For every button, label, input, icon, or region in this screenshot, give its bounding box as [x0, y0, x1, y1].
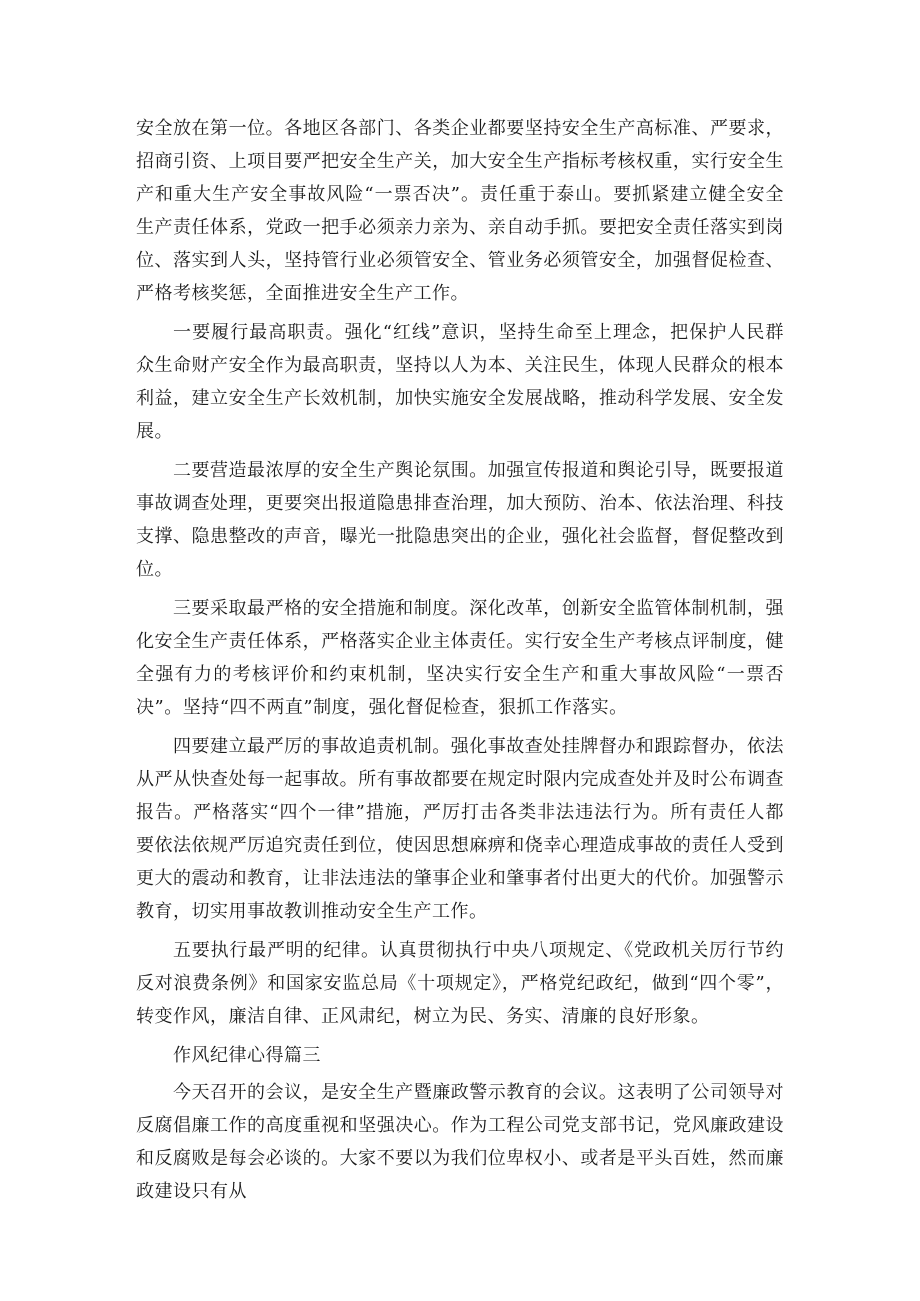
paragraph-continuation: 安全放在第一位。各地区各部门、各类企业都要坚持安全生产高标准、严要求，招商引资、上项目要严把安全生产关，加大安全生产指标考核权重，实行安全生产和重大生产安全事故风险“一票否决”。责任重于泰山。要抓紧建立健全安全生产责任体系，党政一把手必须亲力亲为、亲自动手抓。要把安全责任落实到岗位、落实到人头，坚持管行业必须管安全、管业务必须管安全，加强督促检查、严格考核奖惩，全面推进安全生产工作。	[136, 118, 784, 304]
paragraph-duty-one: 一要履行最高职责。强化“红线”意识，坚持生命至上理念，把保护人民群众生命财产安全作为最高职责，坚持以人为本、关注民生，体现人民群众的根本利益，建立安全生产长效机制，加快实施安全发展战略，推动科学发展、安全发展。	[136, 322, 784, 442]
section-heading: 作风纪律心得篇三	[173, 1045, 321, 1066]
paragraph-duty-four: 四要建立最严厉的事故追责机制。强化事故查处挂牌督办和跟踪督办，依法从严从快查处每一起事故。所有事故都要在规定时限内完成查处并及时公布调查报告。严格落实“四个一律”措施，严厉打击各类非法违法行为。所有责任人都要依法依规严厉追究责任到位，使因思想麻痹和侥幸心理造成事故的责任人受到更大的震动和教育，让非法违法的肇事企业和肇事者付出更大的代价。加强警示教育，切实用事故教训推动安全生产工作。	[136, 736, 784, 922]
paragraph-duty-five: 五要执行最严明的纪律。认真贯彻执行中央八项规定、《党政机关厉行节约反对浪费条例》和国家安监总局《十项规定》，严格党纪政纪，做到“四个零”，转变作风，廉洁自律、正风肃纪，树立为民、务实、清廉的良好形象。	[136, 940, 784, 1027]
paragraph-duty-three: 三要采取最严格的安全措施和制度。深化改革，创新安全监管体制机制，强化安全生产责任体系，严格落实企业主体责任。实行安全生产考核点评制度，健全强有力的考核评价和约束机制，坚决实行安全生产和重大事故风险“一票否决”。坚持“四不两直”制度，强化督促检查，狠抓工作落实。	[136, 598, 784, 718]
paragraph-duty-two: 二要营造最浓厚的安全生产舆论氛围。加强宣传报道和舆论引导，既要报道事故调查处理，更要突出报道隐患排查治理，加大预防、治本、依法治理、科技支撑、隐患整改的声音，曝光一批隐患突出的企业，强化社会监督，督促整改到位。	[136, 460, 784, 580]
document-page	[136, 112, 784, 1214]
paragraph-closing: 今天召开的会议，是安全生产暨廉政警示教育的会议。这表明了公司领导对反腐倡廉工作的高度重视和坚强决心。作为工程公司党支部书记，党风廉政建设和反腐败是每会必谈的。大家不要以为我们位卑权小、或者是平头百姓，然而廉政建设只有从	[136, 1082, 784, 1202]
